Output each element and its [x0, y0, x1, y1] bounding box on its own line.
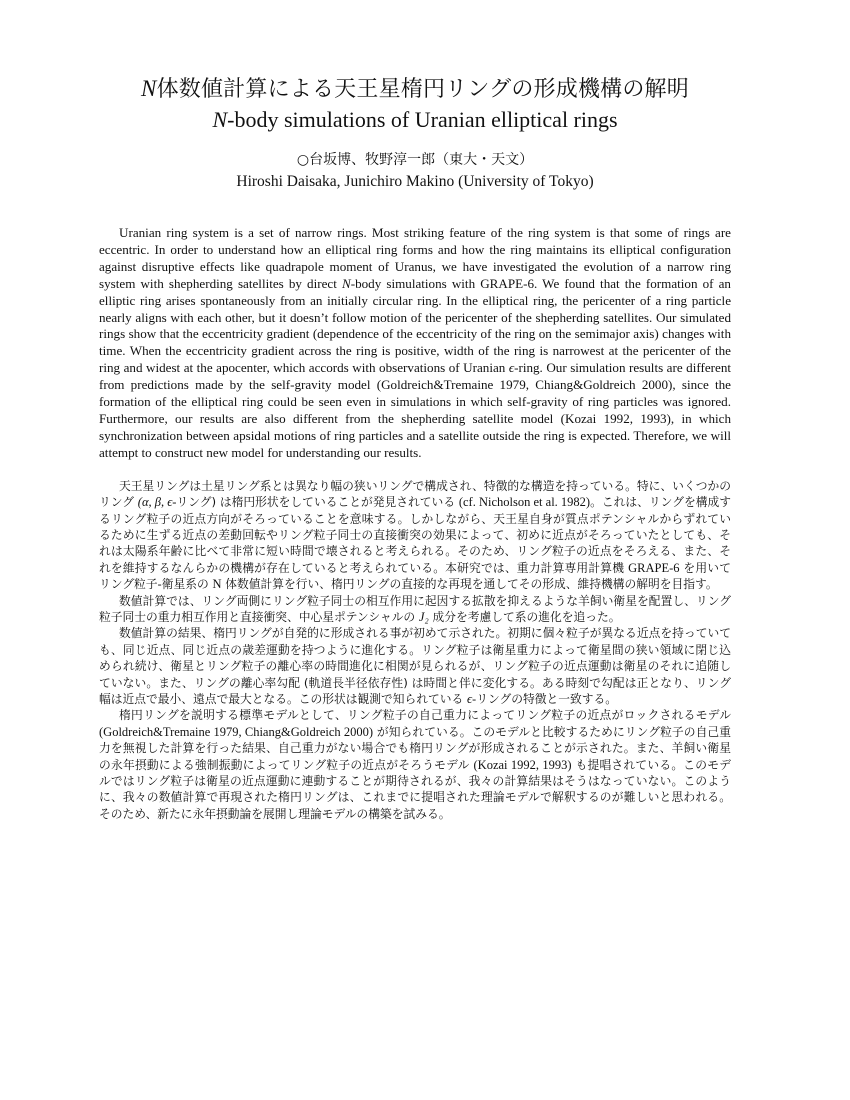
p1-greek-rings: (α, β, ϵ-: [137, 495, 177, 510]
title-japanese: [99, 74, 731, 105]
body-paragraph-1: [99, 478, 731, 593]
p1-text-e: 体数値計算を行い、楕円リングの直接的な再現を通してその形成、維持機構の解明を目指す。: [221, 577, 718, 592]
body-paragraph-4: [99, 707, 731, 822]
title-english: [99, 106, 731, 134]
p1-text-b: リング) は楕円形状をしていることが発見されている: [176, 495, 459, 510]
abstract-text-3: -ring. Our simulation results are different from predictions made by the self-gravity model (Goldreich&Tremaine 1979, Chiang&Goldreich 2000), since the formation of the elliptical ring could be seen even in simulations in which self-gravity of ring particles was ignored. Furthermore, our results are also different from the shepherding satellite model (Kozai 1992, 1993), in which synchronization between apsidal motions of ring particles and a satellite outside the ring is expected. Therefore, we will attempt to construct new model for understanding our results.: [99, 360, 732, 460]
japanese-body: [99, 478, 731, 823]
p4-citation-2: (Kozai 1992, 1993): [473, 757, 572, 772]
p2-j2: J₂: [418, 609, 429, 624]
p1-n: N: [212, 577, 222, 592]
body-paragraph-2: [99, 593, 731, 626]
abstract: [99, 225, 731, 462]
title-en-text: -body simulations of Uranian elliptical rings: [227, 107, 618, 132]
authors-japanese: ○台坂博、牧野淳一郎（東大・天文）: [296, 152, 534, 168]
p1-grape: GRAPE-6: [628, 560, 680, 575]
paper-page: [99, 74, 731, 822]
abstract-text-1: Uranian ring system is a set of narrow rings. Most striking feature of the ring system is that some of rings are eccentric. In order to understand how an elliptical ring forms and how the ring maintains its elliptical configuration against disruptive effects like quadrapole moment of Uranus, we have investigated the evolution of a narrow ring system with shepherding satellites by direct: [99, 225, 731, 291]
p1-text-c: 。これは、リングを構成するリング粒子の近点方向がそろっていることを意味する。しかしながら、天王星自身が質点ポテンシャルからずれているために生ずる近点の差動回転やリング粒子同士の直接衝突の効果によって、初めに近点がそろっていたとしても、それは太陽系年齢に比べて非常に短い時間で壊されると考えられる。そのため、リング粒子の近点をそろえる、また、それを維持するなんらかの機構が存在していると考えられている。本研究では、重力計算専用計算機: [99, 495, 731, 575]
abstract-epsilon: ϵ: [508, 360, 515, 376]
p2-text-a: 数値計算では、リング両側にリング粒子同士の相互作用に起因する拡散を抑えるような羊飼い衛星を配置し、リング粒子同士の重力相互作用と直接衝突、中心星ポテンシャルの: [99, 593, 731, 624]
p3-text-a: 数値計算の結果、楕円リングが自発的に形成される事が初めて示された。初期に個々粒子が異なる近点を持っていても、同じ近点、同じ近点の歳差運動を持つように進化する。リング粒子は衛星重力によって衛星間の狭い領域に閉じ込められ続け、衛星とリング粒子の離心率の時間進化に相関が見られるが、リング粒子の近点運動は衛星のそれに追随していない。また、リングの離心率勾配 (軌道長半径依存性) は時間と伴に変化する。ある時刻で勾配は正となり、リング幅は近点で最小、遠点で最大となる。この形状は観測で知られている: [99, 626, 731, 706]
p4-text-a: 楕円リングを説明する標準モデルとして、リング粒子の自己重力によってリング粒子の近点がロックされるモデル: [119, 708, 731, 723]
p4-citation-1: (Goldreich&Tremaine 1979, Chiang&Goldreich 2000): [99, 724, 374, 739]
p1-text-a: 天王星リングは土星リング系とは異なり幅の狭いリングで構成され、特徴的な構造を持っている。特に、いくつかのリング: [99, 478, 731, 510]
p2-text-b: 成分を考慮して系の進化を追った。: [428, 609, 621, 624]
authors-english: Hiroshi Daisaka, Junichiro Makino (University of Tokyo): [236, 173, 594, 190]
p3-epsilon: ϵ: [467, 691, 473, 706]
p1-citation: (cf. Nicholson et al. 1982): [458, 495, 591, 510]
p1-text-d: を用いてリング粒子-衛星系の: [99, 560, 731, 592]
title-jp-text: 体数値計算による天王星楕円リングの形成機構の解明: [156, 77, 689, 102]
abstract-italic-n: N: [341, 275, 351, 291]
title-en-italic-n: N: [212, 107, 228, 132]
abstract-text-2: -body simulations with GRAPE-6. We found that the formation of an elliptic ring arises spontaneously from an initially circular ring. In the elliptical ring, the pericenter of a ring particle nearly aligns with each other, but it doesn’t follow motion of the pericenter of the shepherding satellites. Our simulated rings show that the eccentricity gradient (dependence of the eccentricity of the ring on the semimajor axis) changes with time. When the eccentricity gradient across the ring is positive, width of the ring is narrowest at the pericenter of the ring and widest at the apocenter, which accords with observations of Uranian: [99, 275, 731, 376]
title-jp-italic-n: N: [141, 76, 157, 101]
p4-text-b: が知られている。このモデルと比較するためにリング粒子の自己重力を無視した計算を行った結果、自己重力がない場合でも楕円リングが形成されることが示された。また、羊飼い衛星の永年摂動による強制振動によってリング粒子の近点がそろうモデル: [99, 724, 731, 772]
p4-text-c: も提唱されている。このモデルではリング粒子は衛星の近点運動に連動することが期待されるが、我々の計算結果はそうはなっていない。このように、我々の数値計算で再現された楕円リングは、これまでに提唱された理論モデルで解釈するのが難しいと思われる。そのため、新たに永年摂動論を展開し理論モデルの構築を試みる。: [99, 757, 731, 821]
p3-text-b: -リングの特徴と一致する。: [472, 691, 618, 706]
body-paragraph-3: [99, 625, 731, 707]
